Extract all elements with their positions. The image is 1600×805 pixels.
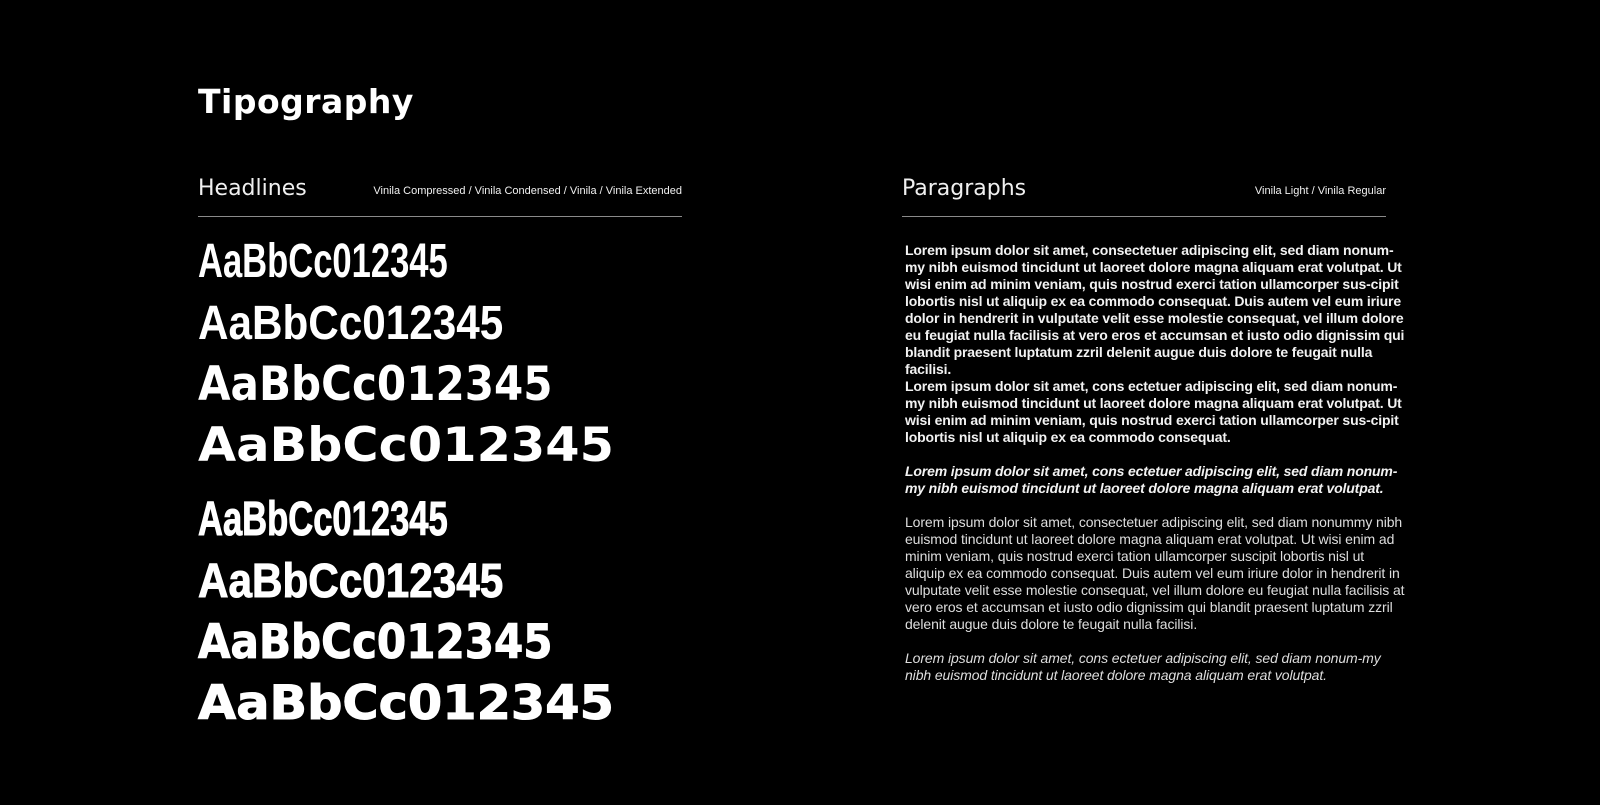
paragraphs-header: [902, 176, 1386, 217]
headlines-header: [198, 176, 682, 217]
paragraph-regular-2: Lorem ipsum dolor sit amet, cons ectetuer adipiscing elit, sed diam nonum-my nibh euismod tincidunt ut laoreet dolore magna aliquam erat volutpat. Ut wisi enim ad minim veniam, quis nostrud exerci tation ullamcorper sus-cipit lobortis nisl ut aliquip ex ea commodo consequat.: [905, 378, 1402, 445]
paragraph-samples: [905, 242, 1405, 684]
paragraph-light-italic: Lorem ipsum dolor sit amet, cons ectetuer adipiscing elit, sed diam nonum-my nibh euismod tincidunt ut laoreet dolore magna aliquam erat volutpat.: [905, 650, 1381, 683]
paragraph-light: Lorem ipsum dolor sit amet, consectetuer adipiscing elit, sed diam nonummy nibh euismod tincidunt ut laoreet dolore magna aliquam erat volutpat. Ut wisi enim ad minim veniam, quis nostrud exerci tation ullamcorper suscipit lobortis nisl ut aliquip ex ea commodo consequat. Duis autem vel eum iriure dolor in hendrerit in vulputate velit esse molestie consequat, vel illum dolore eu feugiat nulla facilisis at vero eros et accumsan et iusto odio dignissim qui blandit praesent luptatum zzril delenit augue duis dolore te feugait nulla facilisi.: [905, 514, 1405, 632]
headlines-title: Headlines: [198, 176, 307, 201]
specimen-condensed-bold: AaBbCc012345: [198, 297, 504, 350]
paragraphs-title: Paragraphs: [902, 176, 1027, 201]
headlines-font-list: Vinila Compressed / Vinila Condensed / Vinila / Vinila Extended: [373, 185, 682, 197]
specimen-compressed-bold: AaBbCc012345: [198, 235, 448, 288]
specimen-condensed-black: AaBbCc012345: [198, 555, 504, 608]
specimen-regular-bold: AaBbCc012345: [198, 357, 553, 412]
paragraph-regular-italic: Lorem ipsum dolor sit amet, cons ectetuer adipiscing elit, sed diam nonum-my nibh euismod tincidunt ut laoreet dolore magna aliquam erat volutpat.: [905, 463, 1398, 496]
specimen-regular-black: AaBbCc012345: [198, 615, 553, 670]
specimen-compressed-black: AaBbCc012345: [198, 493, 448, 546]
page-title: Tipography: [198, 82, 414, 121]
specimen-extended-bold: AaBbCc012345: [198, 418, 614, 473]
paragraph-regular-1: Lorem ipsum dolor sit amet, consectetuer adipiscing elit, sed diam nonum-my nibh euismod tincidunt ut laoreet dolore magna aliquam erat volutpat. Ut wisi enim ad minim veniam, quis nostrud exerci tation ullamcorper sus-cipit lobortis nisl ut aliquip ex ea commodo consequat. Duis autem vel eum iriure dolor in hendrerit in vulputate velit esse molestie consequat, vel illum dolore eu feugiat nulla facilisis at vero eros et accumsan et iusto odio dignissim qui blandit praesent luptatum zzril delenit augue duis dolore te feugait nulla facilisi.: [905, 242, 1405, 377]
paragraphs-font-list: Vinila Light / Vinila Regular: [1254, 185, 1386, 197]
specimen-extended-black: AaBbCc012345: [198, 676, 614, 731]
